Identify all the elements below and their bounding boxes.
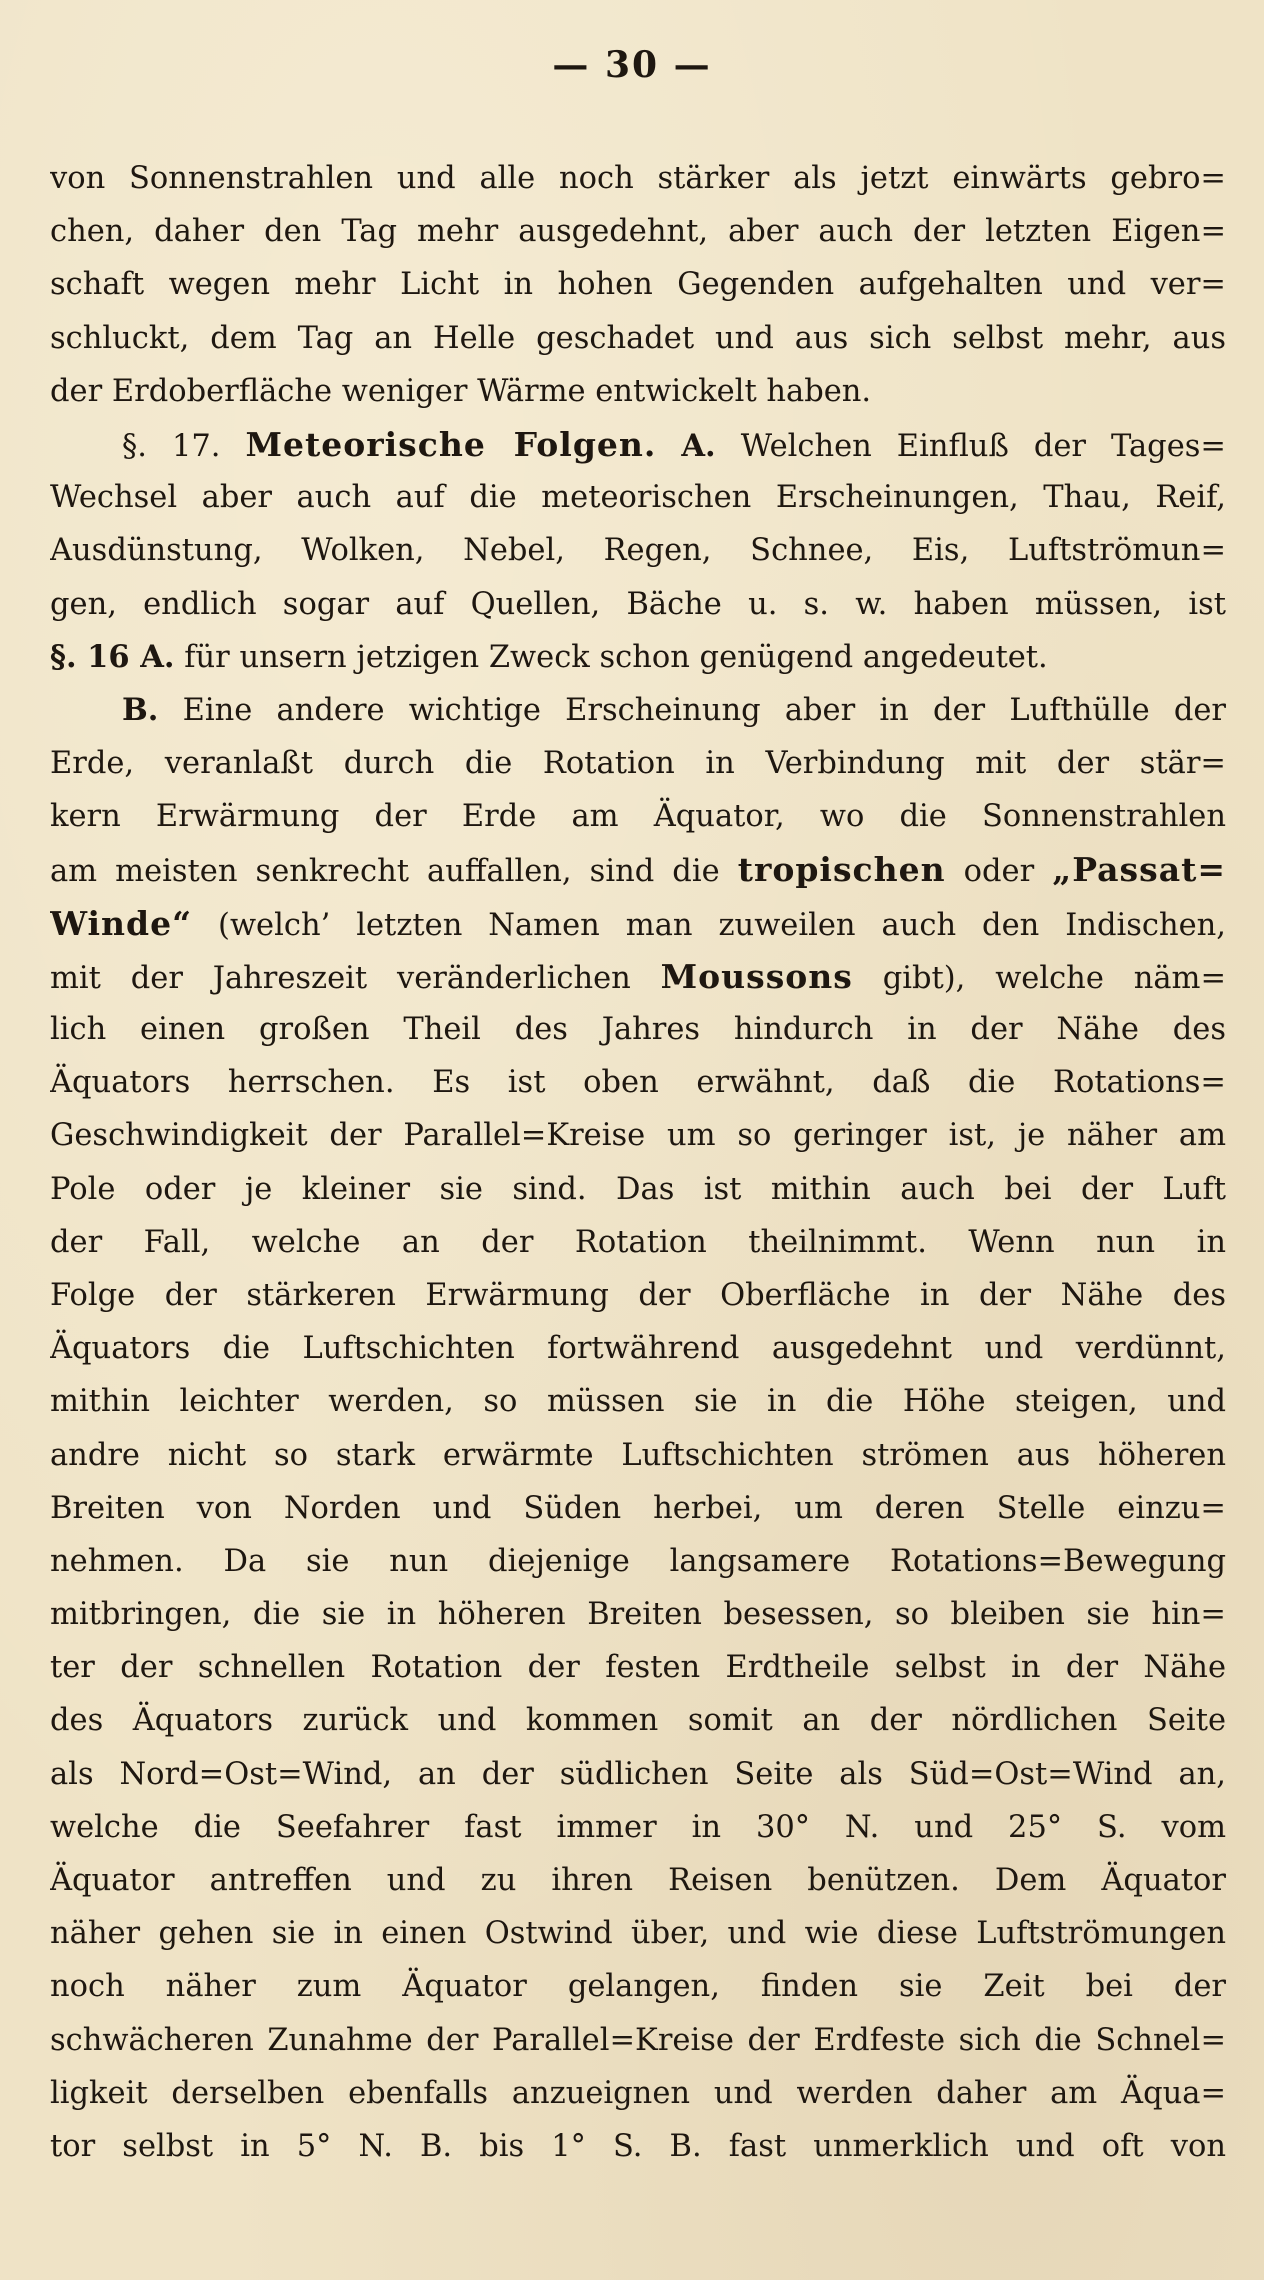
text-span: (welch’ letzten Namen man zuweilen auch den Indischen, (218, 907, 1226, 943)
text-line: andre nicht so stark erwärmte Luftschichten strömen aus höheren (50, 1437, 1226, 1473)
text-line (50, 631, 1226, 684)
body-text (50, 152, 1226, 2173)
text-line: ter der schnellen Rotation der festen Erdtheile selbst in der Nähe (50, 1650, 1226, 1686)
section-number: §. 17. (122, 428, 221, 464)
text-line: mithin leichter werden, so müssen sie in die Höhe steigen, und (50, 1384, 1226, 1420)
section-mark: A. (681, 427, 716, 464)
text-line: Folge der stärkeren Erwärmung der Oberfläche in der Nähe des (50, 1277, 1226, 1313)
text-line: von Sonnenstrahlen und alle noch stärker als jetzt einwärts gebro= (50, 161, 1226, 196)
text-line: der Erdoberfläche weniger Wärme entwickelt haben. (50, 373, 872, 409)
text-line: tor selbst in 5° N. B. bis 1° S. B. fast unmerklich und oft von (50, 2128, 1226, 2164)
text-span: Welchen Einfluß der Tages= (740, 428, 1226, 464)
text-line: als Nord=Ost=Wind, an der südlichen Seite als Süd=Ost=Wind an, (50, 1756, 1226, 1792)
section-heading: Meteorische Folgen. (245, 424, 657, 464)
text-line: welche die Seefahrer fast immer in 30° N. und 25° S. vom (50, 1809, 1226, 1845)
text-line: schluckt, dem Tag an Helle geschadet und aus sich selbst mehr, aus (50, 320, 1226, 356)
section-17-heading-line (50, 418, 1226, 471)
emphasis-term: Moussons (660, 956, 853, 996)
emphasis-term: tropischen (737, 850, 946, 890)
text-line: lich einen großen Theil des Jahres hindurch in der Nähe des (50, 1012, 1226, 1047)
text-line (50, 843, 1226, 896)
emphasis-term: „Passat= (1052, 850, 1226, 890)
text-line: der Fall, welche an der Rotation theilnimmt. Wenn nun in (50, 1224, 1226, 1260)
part-b-first-line (50, 684, 1226, 737)
text-line: gen, endlich sogar auf Quellen, Bäche u. s. w. haben müssen, ist (50, 586, 1226, 622)
text-span: am meisten senkrecht auffallen, sind die (50, 854, 720, 890)
text-span: für unsern jetzigen Zweck schon genügend angedeutet. (184, 639, 1048, 675)
text-line: Wechsel aber auch auf die meteorischen Erscheinungen, Thau, Reif, (50, 480, 1226, 516)
text-line: nehmen. Da sie nun diejenige langsamere Rotations=Bewegung (50, 1543, 1226, 1579)
text-line: schwächeren Zunahme der Parallel=Kreise der Erdfeste sich die Schnel= (50, 2022, 1226, 2058)
text-line: schaft wegen mehr Licht in hohen Gegenden aufgehalten und ver= (50, 267, 1226, 303)
text-line: Ausdünstung, Wolken, Nebel, Regen, Schnee, Eis, Luftströmun= (50, 533, 1226, 569)
text-line: Äquators die Luftschichten fortwährend ausgedehnt und verdünnt, (50, 1331, 1226, 1367)
text-line: Äquators herrschen. Es ist oben erwähnt, daß die Rotations= (50, 1065, 1226, 1101)
text-span: oder (963, 854, 1035, 890)
page-number: — 30 — (552, 44, 712, 86)
text-line: chen, daher den Tag mehr ausgedehnt, aber auch der letzten Eigen= (50, 214, 1226, 250)
emphasis-term: Winde“ (50, 903, 193, 943)
text-line: Breiten von Norden und Süden herbei, um deren Stelle einzu= (50, 1490, 1226, 1526)
text-line: Geschwindigkeit der Parallel=Kreise um so geringer ist, je näher am (50, 1118, 1226, 1154)
text-line: näher gehen sie in einen Ostwind über, und wie diese Luftströmungen (50, 1916, 1226, 1952)
text-span: mit der Jahreszeit veränderlichen (50, 960, 631, 996)
text-line: mitbringen, die sie in höheren Breiten besessen, so bleiben sie hin= (50, 1597, 1226, 1633)
text-line (50, 897, 1226, 950)
text-span: Eine andere wichtige Erscheinung aber in der Lufthülle der (182, 692, 1226, 728)
text-span: gibt), welche näm= (882, 960, 1226, 996)
text-line: ligkeit derselben ebenfalls anzueignen und werden daher am Äqua= (50, 2075, 1226, 2111)
text-line (50, 950, 1226, 1003)
part-mark: B. (122, 691, 159, 728)
text-line: Erde, veranlaßt durch die Rotation in Verbindung mit der stär= (50, 746, 1226, 782)
text-line: des Äquators zurück und kommen somit an der nördlichen Seite (50, 1703, 1226, 1739)
text-line: Äquator antreffen und zu ihren Reisen benützen. Dem Äquator (50, 1863, 1226, 1898)
text-line: kern Erwärmung der Erde am Äquator, wo die Sonnenstrahlen (50, 799, 1226, 835)
text-line: noch näher zum Äquator gelangen, finden sie Zeit bei der (50, 1969, 1226, 2005)
section-reference: §. 16 A. (50, 638, 175, 675)
text-line: Pole oder je kleiner sie sind. Das ist mithin auch bei der Luft (50, 1171, 1226, 1207)
